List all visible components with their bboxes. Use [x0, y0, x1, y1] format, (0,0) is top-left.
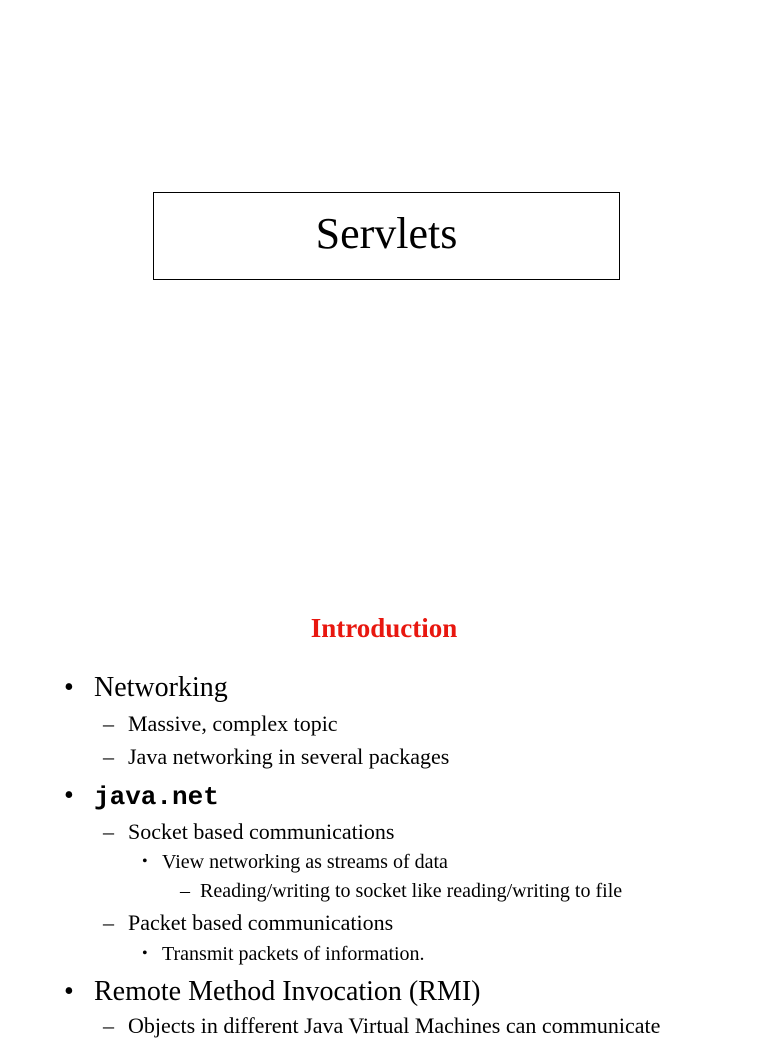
- sub-bullet-text: Massive, complex topic: [128, 711, 338, 736]
- sub-bullet-text: Java networking in several packages: [128, 744, 450, 769]
- sub-sub-bullet-text: Transmit packets of information.: [162, 943, 425, 965]
- bullet-marker: •: [64, 976, 74, 1007]
- dash-marker: –: [103, 1013, 114, 1038]
- bullet-marker: •: [64, 780, 74, 811]
- dash-marker: –: [103, 910, 114, 935]
- dash-marker: –: [103, 819, 114, 844]
- dash-marker: –: [180, 880, 190, 902]
- sub-bullet-text: Socket based communications: [128, 819, 395, 844]
- dash-marker: –: [103, 744, 114, 769]
- bullet-marker: •: [64, 672, 74, 703]
- dash-marker: –: [103, 711, 114, 736]
- bullet-marker: •: [142, 853, 148, 870]
- bullet-text: Remote Method Invocation (RMI): [94, 976, 481, 1007]
- slide-title: Servlets: [315, 209, 458, 258]
- section-heading: Introduction: [310, 613, 458, 643]
- title-slide-box: [153, 192, 620, 280]
- level4-bullet-text: Reading/writing to socket like reading/writing to file: [200, 880, 623, 902]
- sub-bullet-text: Objects in different Java Virtual Machines can communicate: [128, 1013, 661, 1038]
- bullet-text: Networking: [94, 672, 228, 703]
- bullet-marker: •: [142, 945, 148, 962]
- sub-sub-bullet-text: View networking as streams of data: [162, 851, 448, 873]
- bullet-text-code: java.net: [94, 782, 219, 812]
- sub-bullet-text: Packet based communications: [128, 910, 394, 935]
